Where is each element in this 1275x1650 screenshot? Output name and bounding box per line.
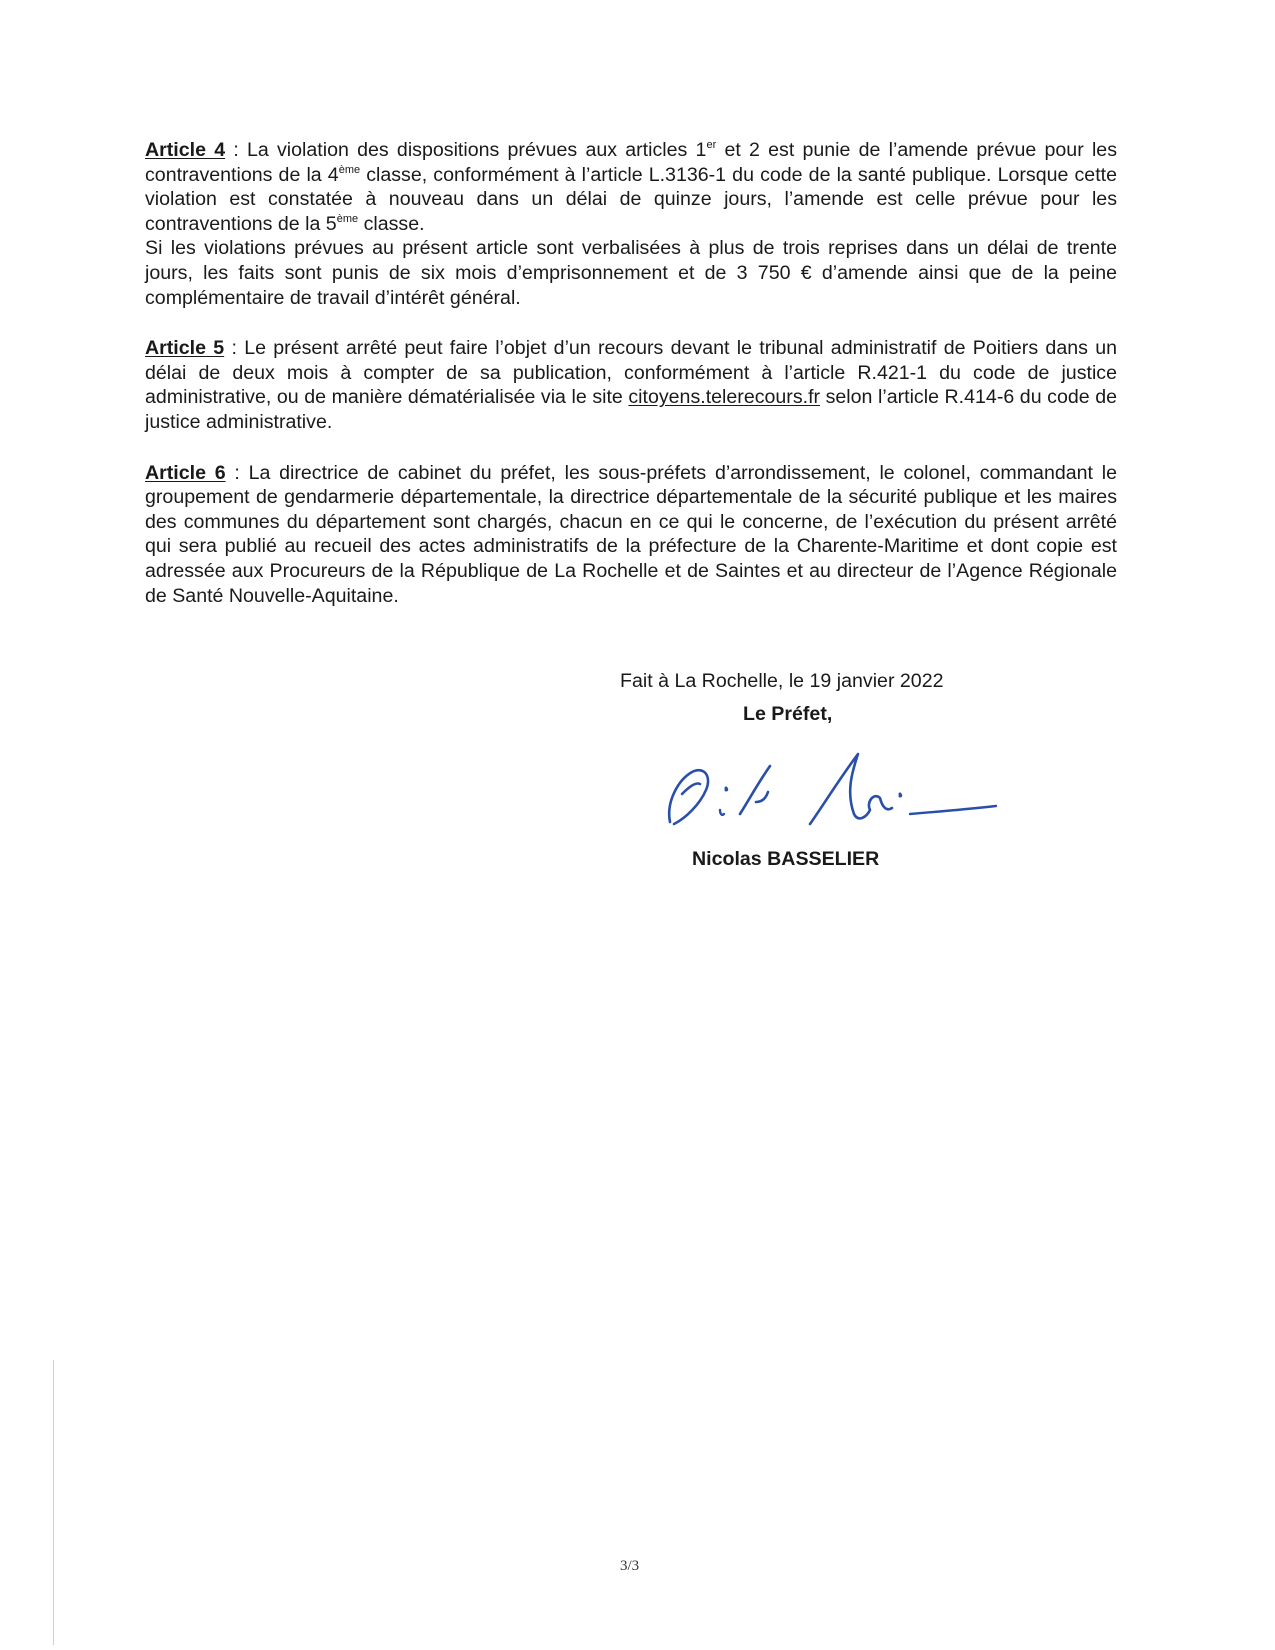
place-and-date: Fait à La Rochelle, le 19 janvier 2022 <box>620 670 944 692</box>
article-4-sup-2: ème <box>338 163 361 176</box>
page-number: 3/3 <box>620 1558 640 1574</box>
article-4-text-1: La violation des dispositions prévues aux articles 1 <box>247 139 707 161</box>
article-4-paragraph-1 <box>145 138 1117 236</box>
telerecours-link[interactable]: citoyens.telerecours.fr <box>628 386 821 409</box>
scan-edge-line <box>53 1360 54 1645</box>
handwritten-signature <box>660 732 1000 842</box>
article-4-text-3: classe, conformément à l’article L.3136-1 du code de la santé publique. Lorsque cette violation est constatée à nouveau dans un délai de quinze jours, l’amende est celle prévue pour les contraventions de la 5 <box>145 163 1117 235</box>
article-5-separator: : <box>224 337 245 360</box>
article-5-paragraph <box>145 336 1117 434</box>
article-5-label: Article 5 <box>145 337 225 360</box>
article-4-text-4: classe. <box>358 212 425 235</box>
article-6-separator: : <box>225 461 249 484</box>
article-4-text-2: et 2 est punie de l’amende prévue pour les contraventions de la 4 <box>145 139 1117 186</box>
article-5-text-2: selon l’article R.414-6 du code de justice administrative. <box>145 386 1117 433</box>
article-6 <box>145 461 1117 609</box>
signatory-name: Nicolas BASSELIER <box>692 848 880 870</box>
article-6-paragraph <box>145 461 1117 609</box>
article-4-separator: : <box>225 139 247 161</box>
article-4 <box>145 138 1117 310</box>
article-6-text: La directrice de cabinet du préfet, les sous-préfets d’arrondissement, le colonel, commandant le groupement de gendarmerie départementale, la directrice départementale de la sécurité publique et les maires des communes du département sont chargés, chacun en ce qui le concerne, de l’exécution du présent arrêté qui sera publié au recueil des actes administratifs de la préfecture de la Charente-Maritime et dont copie est adressée aux Procureurs de la République de La Rochelle et de Saintes et au directeur de l’Agence Régionale de Santé Nouvelle-Aquitaine. <box>145 461 1117 607</box>
article-5-text-1: Le présent arrêté peut faire l’objet d’un recours devant le tribunal administratif de Poitiers dans un délai de deux mois à compter de sa publication, conformément à l’article R.421-1 du code de justice administrative, ou de manière dématérialisée via le site <box>145 337 1117 409</box>
article-4-sup-1: er <box>706 139 717 151</box>
article-4-sup-3: ème <box>336 212 359 225</box>
signatory-title: Le Préfet, <box>743 703 833 725</box>
document-body <box>145 138 1117 608</box>
article-5 <box>145 336 1117 434</box>
article-6-label: Article 6 <box>145 461 226 484</box>
article-4-paragraph-2: Si les violations prévues au présent article sont verbalisées à plus de trois reprises dans un délai de trente jours, les faits sont punis de six mois d’emprisonnement et de 3 750 € d’amende ainsi que de la peine complémentaire de travail d’intérêt général. <box>145 237 1117 309</box>
article-4-label: Article 4 <box>145 139 226 161</box>
